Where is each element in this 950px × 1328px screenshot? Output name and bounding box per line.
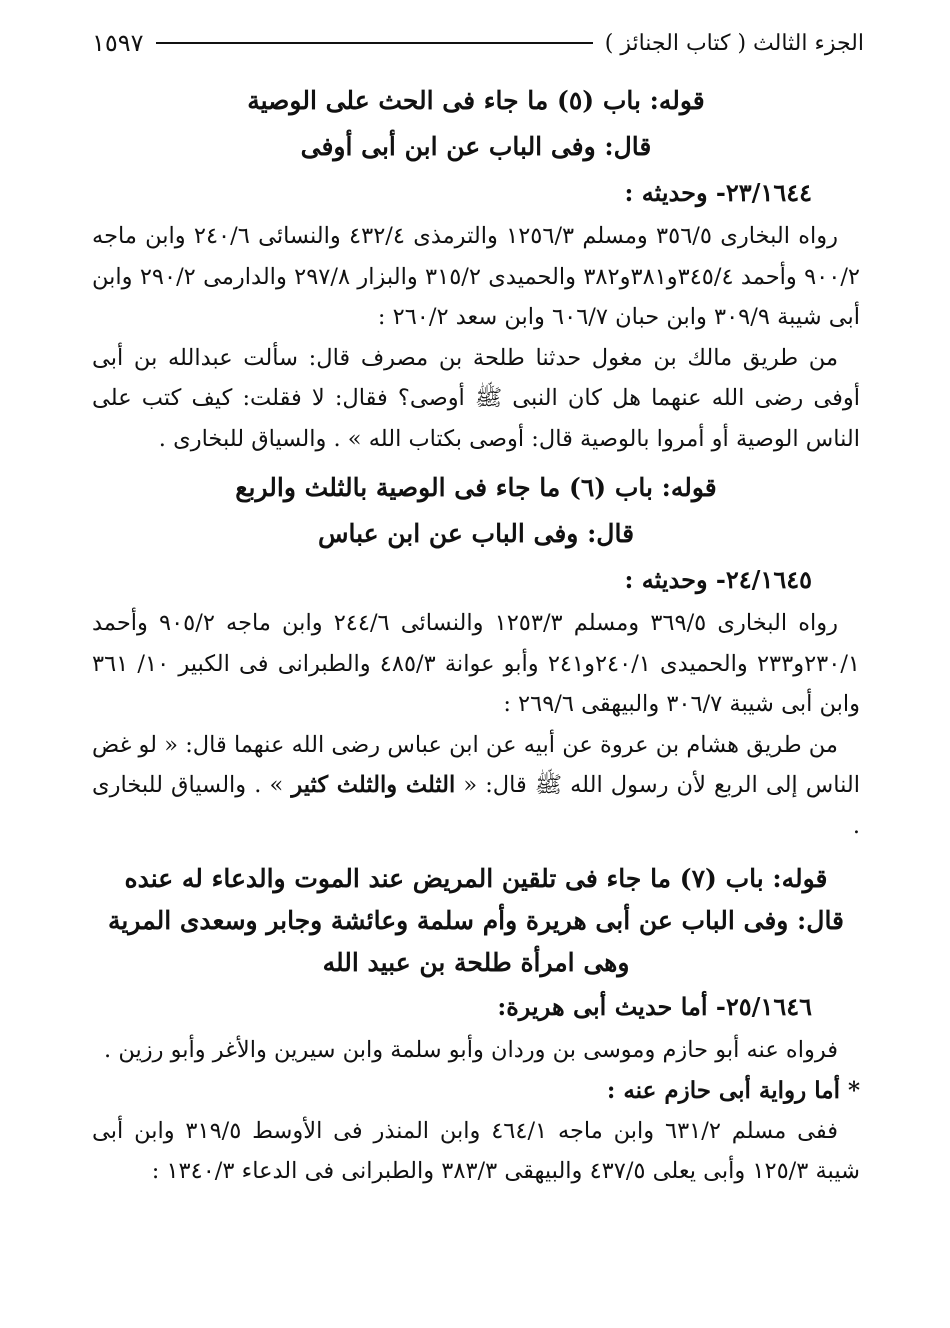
chapter-heading: قوله: باب (٧) ما جاء فى تلقين المريض عند الموت والدعاء له عنده bbox=[124, 864, 828, 893]
hadith-text-part: » . والسياق للبخارى . bbox=[92, 772, 860, 839]
hadith-text: من طريق مالك بن مغول حدثنا طلحة بن مصرف قال: سألت عبدالله بن أبى أوفى رضى الله عنهما هل كان النبى ﷺ أوصى؟ فقال: لا فقلت: كيف كتب على الناس الوصية أو أمروا بالوصية قال: أوصى بكتاب الله » . والسياق للبخارى . bbox=[92, 344, 860, 452]
section-bab-7 bbox=[92, 858, 860, 1192]
hadith-number: ٢٤/١٦٤٥- وحديثه : bbox=[624, 565, 812, 594]
header-rule bbox=[156, 42, 593, 44]
narrators-paragraph: فرواه عنه أبو حازم وموسى بن وردان وأبو سلمة وابن سيرين والأغر وأبو رزين . bbox=[104, 1037, 838, 1063]
hadith-number: ٢٥/١٦٤٦- أما حديث أبى هريرة: bbox=[497, 992, 812, 1021]
page-body bbox=[92, 78, 860, 1192]
page-number: ١٥٩٧ bbox=[92, 29, 144, 57]
running-header bbox=[92, 28, 864, 58]
hadith-number: ٢٣/١٦٤٤- وحديثه : bbox=[624, 178, 812, 207]
sub-heading: * أما رواية أبى حازم عنه : bbox=[606, 1076, 860, 1104]
chapter-heading: قوله: باب (٥) ما جاء فى الحث على الوصية bbox=[247, 86, 705, 115]
takhrij-paragraph: رواه البخارى ٣٦٩/٥ ومسلم ١٢٥٣/٣ والنسائى ٢٤٤/٦ وابن ماجه ٩٠٥/٢ وأحمد ٢٣٠/١و٢٣٣ والحميدى ٢٤٠/١و٢٤١ وأبو عوانة ٤٨٥/٣ والطبرانى فى الكبير ١٠/ ٣٦١ وابن أبى شيبة ٣٠٦/٧ والبيهقى ٢٦٩/٦ : bbox=[92, 610, 860, 717]
hadith-text-part: من طريق هشام بن عروة عن أبيه عن ابن عباس رضى الله عنهما قال: « لو غض الناس إلى الربع لأن رسول الله ﷺ قال: « bbox=[92, 731, 860, 798]
chapter-heading: قوله: باب (٦) ما جاء فى الوصية بالثلث والربع bbox=[235, 473, 717, 502]
prophetic-saying: الثلث والثلث كثير bbox=[291, 772, 456, 798]
section-bab-5 bbox=[92, 78, 860, 459]
running-title: الجزء الثالث ( كتاب الجنائز ) bbox=[604, 30, 864, 56]
section-bab-6 bbox=[92, 465, 860, 846]
hadith-text bbox=[92, 725, 860, 847]
chapter-subheading: قال: وفى الباب عن ابن أبى أوفى bbox=[300, 132, 652, 161]
takhrij-paragraph: رواه البخارى ٣٥٦/٥ ومسلم ١٢٥٦/٣ والترمذى ٤٣٢/٤ والنسائى ٢٤٠/٦ وابن ماجه ٩٠٠/٢ وأحمد ٣٤٥/٤و٣٨١و٣٨٢ والحميدى ٣١٥/٢ والبزار ٢٩٧/٨ والدارمى ٢٩٠/٢ وابن أبى شيبة ٣٠٩/٩ وابن حبان ٦٠٦/٧ وابن سعد ٢٦٠/٢ : bbox=[92, 223, 860, 330]
takhrij-paragraph: ففى مسلم ٦٣١/٢ وابن ماجه ٤٦٤/١ وابن المنذر فى الأوسط ٣١٩/٥ وابن أبى شيبة ١٢٥/٣ وأبى يعلى ٤٣٧/٥ والبيهقى ٣٨٣/٣ والطبرانى فى الدعاء ١٣٤٠/٣ : bbox=[92, 1117, 860, 1184]
chapter-subheading: قال: وفى الباب عن أبى هريرة وأم سلمة وعائشة وجابر وسعدى المرية وهى امرأة طلحة بن عبيد الله bbox=[107, 906, 845, 977]
chapter-subheading: قال: وفى الباب عن ابن عباس bbox=[317, 519, 635, 548]
